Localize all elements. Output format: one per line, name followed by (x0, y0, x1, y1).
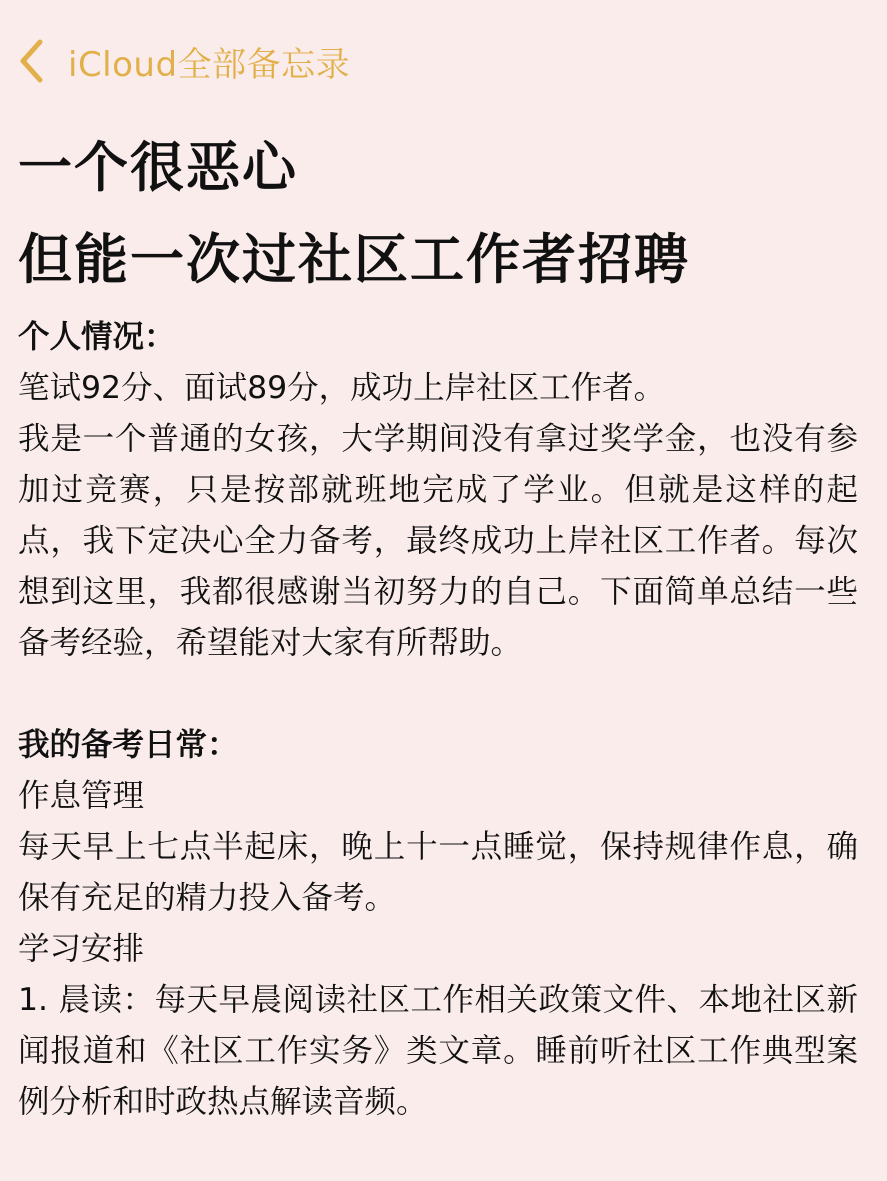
blank-line (18, 669, 858, 720)
subsection-title-schedule: 作息管理 (18, 778, 145, 814)
study-item-1: 1. 晨读：每天早晨阅读社区工作相关政策文件、本地社区新闻报道和《社区工作实务》类文章。睡前听社区工作典型案例分析和时政热点解读音频。 (18, 982, 858, 1120)
chevron-left-icon (18, 38, 48, 84)
note-title-line-1: 一个很恶心 (18, 136, 298, 199)
note-title-line-2: 但能一次过社区工作者招聘 (18, 228, 690, 291)
note-body[interactable] (18, 312, 858, 1128)
intro-paragraph: 我是一个普通的女孩，大学期间没有拿过奖学金，也没有参加过竞赛，只是按部就班地完成了学业。但就是这样的起点，我下定决心全力备考，最终成功上岸社区工作者。每次想到这里，我都很感谢当初努力的自己。下面简单总结一些备考经验，希望能对大家有所帮助。 (18, 421, 858, 661)
section-heading-personal: 个人情况： (18, 319, 176, 355)
back-button[interactable] (18, 36, 350, 86)
note-title (18, 122, 878, 306)
schedule-paragraph: 每天早上七点半起床，晚上十一点睡觉，保持规律作息，确保有充足的精力投入备考。 (18, 829, 858, 916)
section-heading-daily: 我的备考日常： (18, 727, 239, 763)
back-label: iCloud全部备忘录 (68, 44, 351, 85)
score-line: 笔试92分、面试89分，成功上岸社区工作者。 (18, 370, 666, 406)
subsection-title-study: 学习安排 (18, 931, 145, 967)
